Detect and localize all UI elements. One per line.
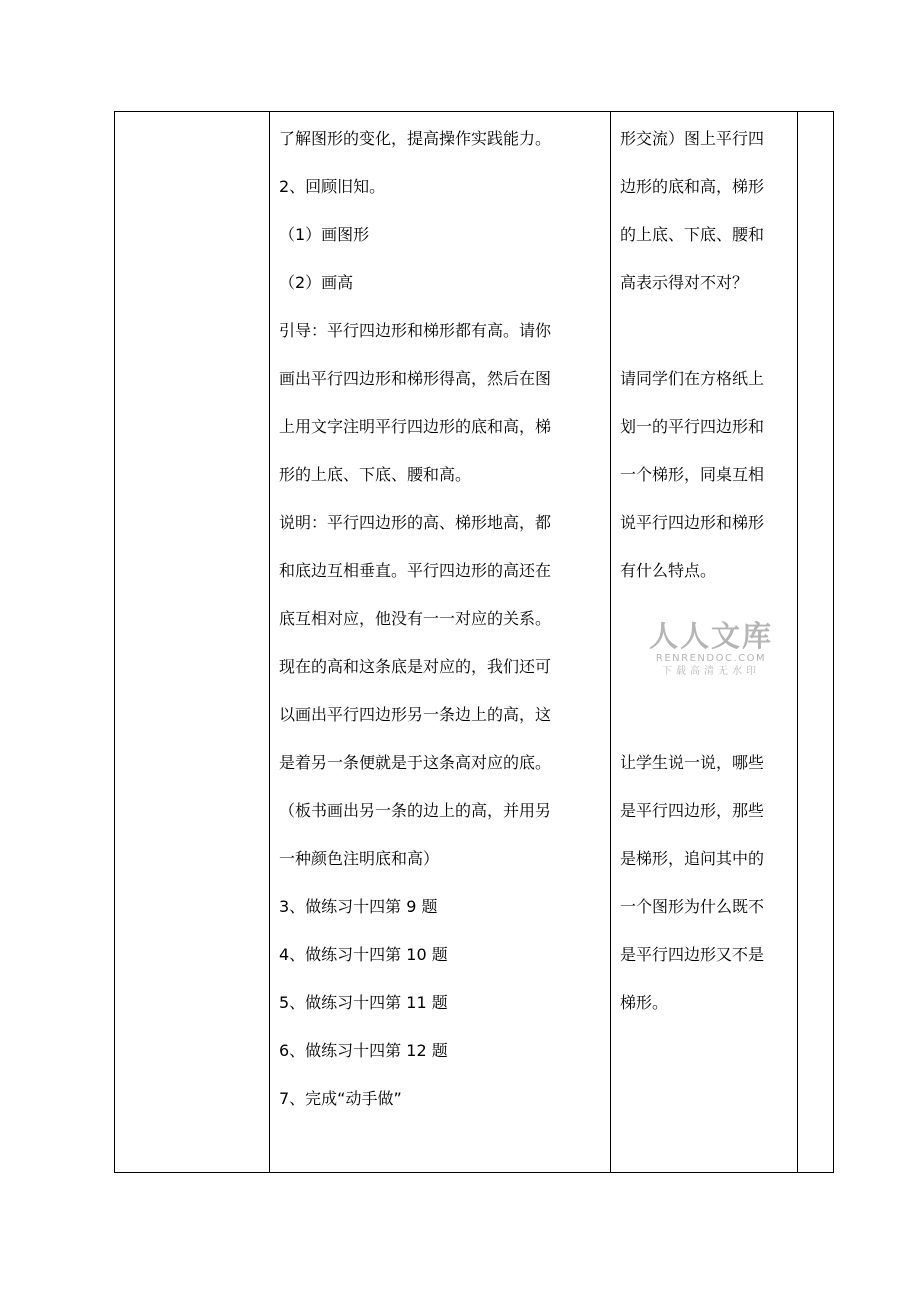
text-line: 是平行四边形又不是 bbox=[620, 945, 765, 964]
text-line: 梯形。 bbox=[620, 993, 669, 1012]
text-line: 形交流）图上平行四 bbox=[620, 129, 765, 148]
text-line: 让学生说一说，哪些 bbox=[620, 753, 765, 772]
text-line: 划一的平行四边形和 bbox=[620, 417, 765, 436]
text-line: 现在的高和这条底是对应的，我们还可 bbox=[279, 657, 552, 676]
table-column-teaching-process bbox=[270, 112, 611, 1172]
text-line: （1）画图形 bbox=[279, 225, 370, 244]
text-line: 一种颜色注明底和高） bbox=[279, 849, 440, 868]
text-line: 是梯形，追问其中的 bbox=[620, 849, 765, 868]
watermark-slogan: 下载高清无水印 bbox=[662, 666, 760, 677]
watermark-url: RENRENDOC.COM bbox=[655, 653, 767, 664]
text-line: 3、做练习十四第 9 题 bbox=[279, 897, 438, 916]
text-line: 4、做练习十四第 10 题 bbox=[279, 945, 448, 964]
text-line: （板书画出另一条的边上的高，并用另 bbox=[279, 801, 552, 820]
text-line: 以画出平行四边形另一条边上的高，这 bbox=[279, 705, 552, 724]
text-line: 画出平行四边形和梯形得高，然后在图 bbox=[279, 369, 552, 388]
text-line: 7、完成“动手做” bbox=[279, 1089, 402, 1108]
text-line: 和底边互相垂直。平行四边形的高还在 bbox=[279, 561, 552, 580]
text-line: 上用文字注明平行四边形的底和高，梯 bbox=[279, 417, 552, 436]
text-line: 一个图形为什么既不 bbox=[620, 897, 765, 916]
text-line: 一个梯形，同桌互相 bbox=[620, 465, 765, 484]
table-column-1 bbox=[115, 112, 270, 1172]
text-line: 边形的底和高，梯形 bbox=[620, 177, 765, 196]
watermark-logo bbox=[641, 620, 781, 678]
text-line: 说明：平行四边形的高、梯形地高，都 bbox=[279, 513, 552, 532]
text-line: 说平行四边形和梯形 bbox=[620, 513, 765, 532]
text-line: 6、做练习十四第 12 题 bbox=[279, 1041, 448, 1060]
text-line: 5、做练习十四第 11 题 bbox=[279, 993, 448, 1012]
text-line: 了解图形的变化，提高操作实践能力。 bbox=[279, 129, 552, 148]
text-line: 请同学们在方格纸上 bbox=[620, 369, 765, 388]
table-column-4 bbox=[798, 112, 833, 1172]
text-line: 高表示得对不对？ bbox=[620, 273, 749, 292]
text-line: 形的上底、下底、腰和高。 bbox=[279, 465, 472, 484]
text-line: 是平行四边形，那些 bbox=[620, 801, 765, 820]
text-line: 有什么特点。 bbox=[620, 561, 717, 580]
watermark-title: 人人文库 bbox=[648, 619, 773, 653]
text-line: （2）画高 bbox=[279, 273, 354, 292]
text-line: 是着另一条便就是于这条高对应的底。 bbox=[279, 753, 552, 772]
text-line: 2、回顾旧知。 bbox=[279, 177, 386, 196]
text-line: 引导：平行四边形和梯形都有高。请你 bbox=[279, 321, 552, 340]
text-line: 底互相对应，他没有一一对应的关系。 bbox=[279, 609, 552, 628]
text-line: 的上底、下底、腰和 bbox=[620, 225, 765, 244]
